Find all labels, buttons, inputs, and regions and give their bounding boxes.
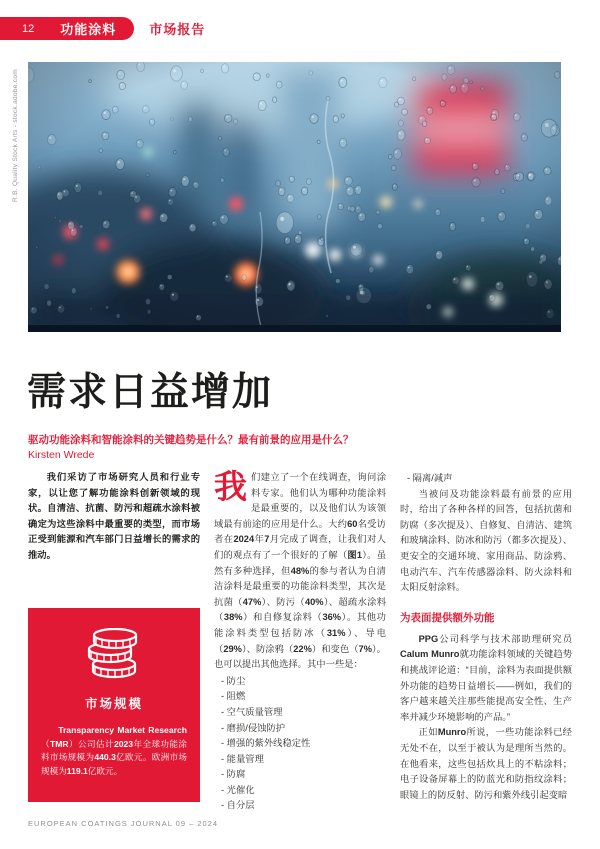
column-right: [400, 470, 572, 804]
photo-credit: R.B. Quality Stock Arts - stock.adobe.com: [12, 69, 19, 202]
hero-image: [28, 62, 561, 332]
standfirst: 驱动功能涂料和智能涂料的关键趋势是什么？最有前景的应用是什么？: [28, 434, 354, 446]
drop-cap: 我: [214, 468, 247, 505]
column-left: [28, 470, 200, 804]
survey-paragraph-text: 们建立了一个在线调查，询问涂料专家。他们认为哪种功能涂料是最重要的，以及他们认为该领域最有前途的应用是什么。大约60名受访者在2024年7月完成了调查，让我们对人们的观点有了一个很好的了解（图1）。虽然有多种选择，但48%的参与者认为自清洁涂料是最重要的功能涂料类型，其次是抗菌（47%）、防污（40%）、超疏水涂料（38%）和自修复涂料（36%）。其他功能涂料类型包括防冰（31%）、导电（29%）、防涂鸦（22%）和变色（7%）。也可以提出其他选择。其中一些是：: [214, 472, 386, 670]
section-name: 功能涂料: [60, 22, 117, 37]
list-item: - 能量管理: [221, 753, 264, 764]
list-item: - 增强的紫外线稳定性: [221, 738, 311, 749]
list-item: - 隔离/减声: [407, 473, 453, 483]
list-item: - 防腐: [221, 769, 246, 780]
list-item: - 光催化: [221, 784, 255, 795]
market-size-infobox: [28, 608, 200, 802]
section-tab: [0, 17, 134, 40]
infobox-body: Transparency Market Research（TMR）公司估计2023年全球功能涂料市场规模为440.3亿欧元。欧洲市场规模为119.1亿欧元。: [41, 725, 187, 776]
applications-paragraph: 当被问及功能涂料最有前景的应用时，给出了各种各样的回答，包括抗菌和防腐（多次提及）、自修复、自清洁、建筑和玻璃涂料、防冰和防污（都多次提及）、更安全的交通环境、家用商品、防涂鸦、电动汽车、汽车传感器涂料、防火涂料和太阳反射涂料。: [400, 488, 572, 593]
other-types-list: [214, 674, 386, 814]
page-number: 12: [22, 22, 35, 35]
list-item: - 防尘: [221, 675, 246, 686]
ppg-paragraph: PPG公司科学与技术部助理研究员Calum Munro就功能涂料领域的关键趋势和挑战评论道：“目前，涂料为表面提供额外功能的趋势日益增长——例如，我们的客户越来越关注那些能提高安全性、生产率并减少环境影响的产品。”: [400, 633, 572, 722]
column-middle: [214, 468, 386, 811]
list-item: - 磨损/侵蚀防护: [221, 722, 286, 733]
list-item: - 空气质量管理: [221, 706, 283, 717]
category-label: 市场报告: [149, 22, 206, 37]
journal-footer: EUROPEAN COATINGS JOURNAL 09 – 2024: [28, 819, 219, 828]
article-columns: [28, 468, 572, 811]
intro-paragraph: 我们采访了市场研究人员和行业专家，以让您了解功能涂料创新领域的现状。自清洁、抗菌、防污和超疏水涂料被确定为这些涂料中最重要的类型，而市场正受到能源和汽车部门日益增长的需求的推动。: [28, 472, 200, 560]
page-header: [0, 17, 205, 40]
infobox-title: 市场规模: [84, 697, 143, 711]
rain-photo: [28, 62, 561, 332]
coins-stack-icon: [28, 628, 200, 680]
article-title: 需求日益增加: [27, 371, 274, 414]
survey-paragraph: [214, 470, 386, 673]
list-item: - 自分层: [221, 800, 255, 811]
author-byline: Kirsten Wrede: [28, 449, 95, 461]
list-item: - 阻燃: [221, 691, 246, 702]
list-continuation: [400, 471, 572, 487]
munro-paragraph: 正如Munro所说，一些功能涂料已经无处不在，以至于被认为是理所当然的。在他看来，这些包括炊具上的不粘涂料；电子设备屏幕上的防蓝光和防指纹涂料；眼镜上的防反射、防污和紫外线引起变暗: [400, 727, 572, 800]
subheading: 为表面提供额外功能: [400, 611, 495, 624]
